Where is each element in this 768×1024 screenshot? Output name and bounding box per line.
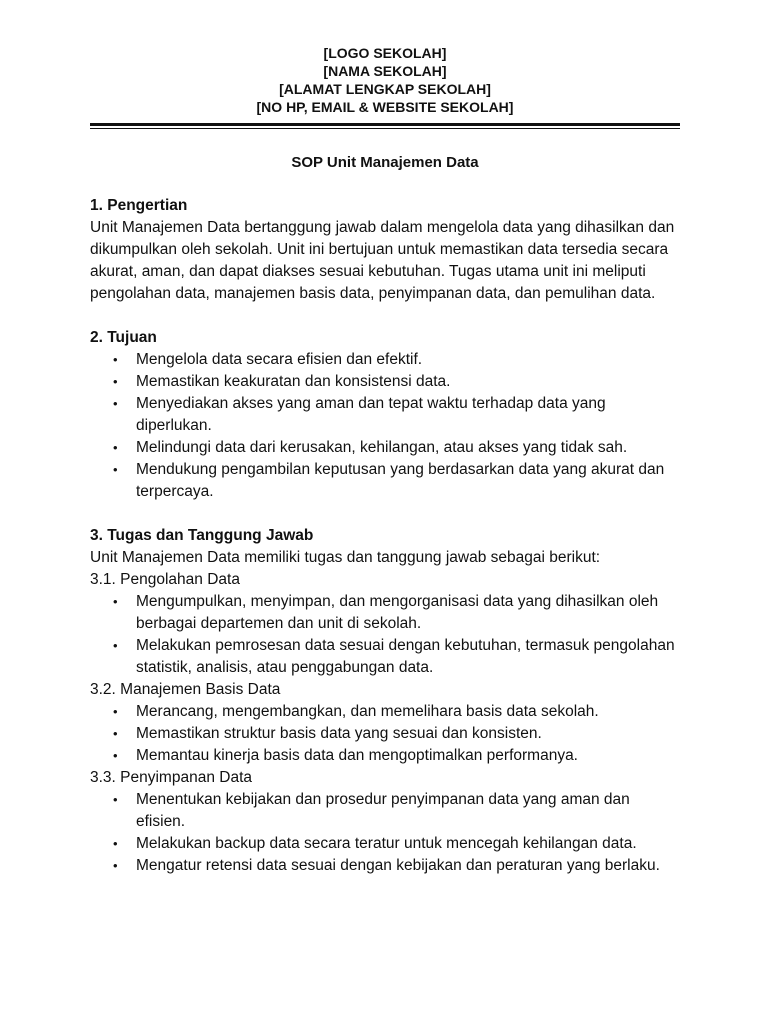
document-title: SOP Unit Manajemen Data	[291, 154, 479, 171]
list-item: • Memastikan keakuratan dan konsistensi data.	[90, 371, 680, 393]
subsection-3-1-list	[90, 591, 680, 679]
section-2-list	[90, 349, 680, 503]
school-contact: [NO HP, EMAIL & WEBSITE SEKOLAH]	[256, 99, 514, 115]
list-item: • Merancang, mengembangkan, dan memelihara basis data sekolah.	[90, 701, 680, 723]
letterhead	[90, 44, 680, 116]
section-1-heading: 1. Pengertian	[90, 197, 188, 214]
bullet-icon: •	[113, 440, 118, 455]
list-item: • Mengumpulkan, menyimpan, dan mengorganisasi data yang dihasilkan oleh berbagai departemen dan unit di sekolah.	[113, 593, 659, 632]
section-1-paragraph: Unit Manajemen Data bertanggung jawab dalam mengelola data yang dihasilkan dan dikumpulkan oleh sekolah. Unit ini bertujuan untuk memastikan data tersedia secara akurat, aman, dan dapat diakses sesuai kebutuhan. Tugas utama unit ini meliputi pengolahan data, manajemen basis data, penyimpanan data, dan pemulihan data.	[90, 219, 675, 302]
bullet-icon: •	[113, 462, 118, 477]
subsection-3-2-list	[90, 701, 680, 767]
bullet-icon: •	[113, 352, 118, 367]
list-item: • Memastikan struktur basis data yang sesuai dan konsisten.	[90, 723, 680, 745]
subsection-3-1-heading: 3.1. Pengolahan Data	[90, 571, 240, 588]
school-address: [ALAMAT LENGKAP SEKOLAH]	[279, 81, 491, 97]
bullet-icon: •	[113, 396, 118, 411]
subsection-3-3-list	[90, 789, 680, 877]
school-name: [NAMA SEKOLAH]	[323, 63, 447, 79]
bullet-icon: •	[113, 638, 118, 653]
list-item: • Melindungi data dari kerusakan, kehilangan, atau akses yang tidak sah.	[90, 437, 680, 459]
list-item: • Menentukan kebijakan dan prosedur penyimpanan data yang aman dan efisien.	[113, 791, 630, 830]
list-item: • Mendukung pengambilan keputusan yang berdasarkan data yang akurat dan terpercaya.	[113, 461, 665, 500]
list-item: • Memantau kinerja basis data dan mengoptimalkan performanya.	[90, 745, 680, 767]
letterhead-divider	[90, 123, 680, 129]
school-logo-placeholder: [LOGO SEKOLAH]	[323, 45, 447, 61]
bullet-icon: •	[113, 792, 118, 807]
bullet-icon: •	[113, 726, 118, 741]
bullet-icon: •	[113, 858, 118, 873]
bullet-icon: •	[113, 748, 118, 763]
list-item: • Menyediakan akses yang aman dan tepat waktu terhadap data yang diperlukan.	[113, 395, 606, 434]
divider-thin-line	[90, 128, 680, 129]
bullet-icon: •	[113, 594, 118, 609]
list-item: • Melakukan pemrosesan data sesuai dengan kebutuhan, termasuk pengolahan statistik, analisis, atau penggabungan data.	[113, 637, 675, 676]
bullet-icon: •	[113, 704, 118, 719]
section-3-heading: 3. Tugas dan Tanggung Jawab	[90, 527, 314, 544]
section-3-intro: Unit Manajemen Data memiliki tugas dan tanggung jawab sebagai berikut:	[90, 549, 601, 566]
list-item: • Mengatur retensi data sesuai dengan kebijakan dan peraturan yang berlaku.	[90, 855, 680, 877]
list-item: • Melakukan backup data secara teratur untuk mencegah kehilangan data.	[90, 833, 680, 855]
divider-thick-line	[90, 123, 680, 126]
subsection-3-3-heading: 3.3. Penyimpanan Data	[90, 769, 252, 786]
list-item: • Mengelola data secara efisien dan efektif.	[90, 349, 680, 371]
bullet-icon: •	[113, 836, 118, 851]
subsection-3-2-heading: 3.2. Manajemen Basis Data	[90, 681, 281, 698]
section-2-heading: 2. Tujuan	[90, 329, 157, 346]
bullet-icon: •	[113, 374, 118, 389]
document-page	[90, 44, 680, 877]
